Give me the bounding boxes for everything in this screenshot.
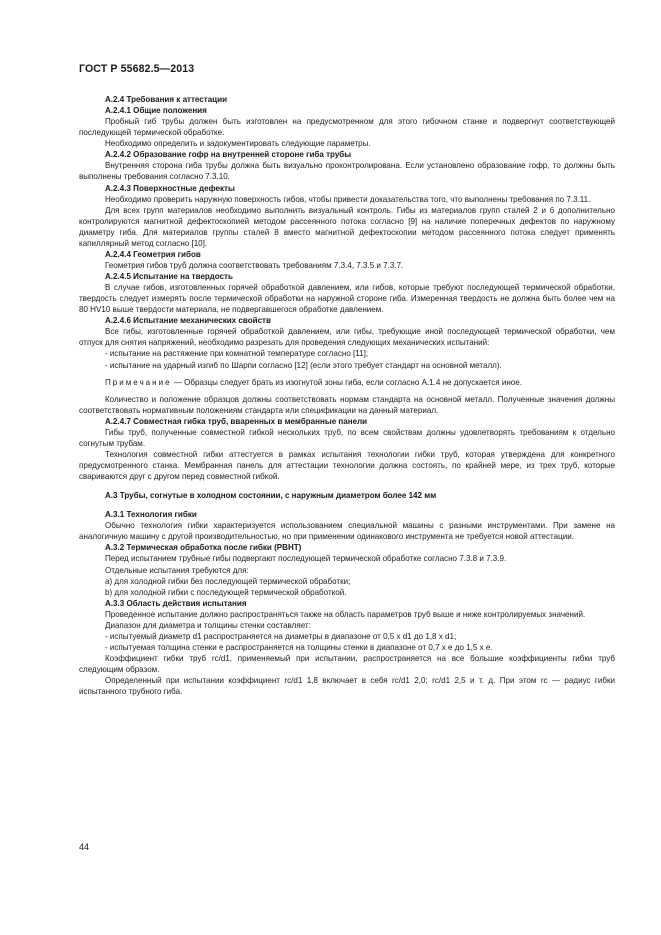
paragraph: Проведенное испытание должно распространяться также на область параметров труб выше и ниже контролируемых значений.: [105, 609, 586, 619]
paragraph: Необходимо определить и задокументировать следующие параметры.: [105, 139, 371, 149]
section-heading: A.2.4.5 Испытание на твердость: [105, 272, 233, 281]
paragraph: Необходимо проверить наружную поверхность гибов, чтобы привести доказательства того, что выполнены требования по 7.3.11.: [105, 194, 591, 204]
paragraph: Технология совместной гибки аттестуется в рамках испытания технологии гибки труб, которая утверждена для конкретного предусмотренного станка. Мембранная панель для аттестации технологии должна состоять, по крайней мере, из трех труб, которые свариваются друг с другом перед совместной гибкой.: [79, 449, 615, 482]
paragraph: Все гибы, изготовленные горячей обработкой давлением, или гибы, требующие иной последующей термической обработки, чем отпуск для снятия напряжений, необходимо разрезать для проведения следующих механических испытаний:: [79, 327, 615, 348]
paragraph: Коэффициент гибки труб rc/d1, применяемый при испытании, распространяется на все большие коэффициенты гибки труб следующим образом.: [79, 654, 615, 675]
paragraph: Гибы труб, полученные совместной гибкой нескольких труб, по всем свойствам должны удовлетворять требованиям к отдельно согнутым трубам.: [79, 427, 615, 448]
list-item: a) для холодной гибки без последующей термической обработки;: [105, 576, 351, 586]
paragraph: Отдельные испытания требуются для:: [105, 565, 249, 575]
paragraph: Пробный гиб трубы должен быть изготовлен на предусмотренном для этого гибочном станке и подвергнут соответствующей последующей термической обработке.: [79, 117, 615, 138]
section-heading: A.2.4.6 Испытание механических свойств: [105, 316, 271, 326]
list-item: - испытуемый диаметр d1 распространяется на диаметры в диапазоне от 0,5 x d1 до 1,8 x d1;: [105, 631, 457, 641]
section-heading: A.2.4.4 Геометрия гибов: [105, 249, 201, 259]
paragraph: Внутренняя сторона гиба трубы должна быть визуально проконтролирована. Если установлено образование гофр, то должны быть выполнены требования согласно 7.3.10.: [79, 161, 615, 182]
list-item: - испытание на ударный изгиб по Шарпи согласно [12] (если этого требует стандарт на основной металл).: [105, 360, 502, 370]
document-body: [79, 94, 615, 697]
paragraph: Перед испытанием трубные гибы подвергают последующей термической обработке согласно 7.3.8 и 7.3.9.: [105, 554, 507, 564]
list-item: - испытуемая толщина стенки e распространяется на толщины стенки в диапазоне от 0,7 x e до 1,5 x e.: [105, 642, 493, 652]
paragraph: Для всех групп материалов необходимо выполнить визуальный контроль. Гибы из материалов групп сталей 2 и 6 дополнительно контролируются магнитной дефектоскопией методом рассеянного потока согласно [9] на наличие поперечных дефектов по наружному диаметру гиба. Для материалов группы сталей 8 вместо магнитной дефектоскопии методом рассеянного потока следует применять капиллярный метод согласно [10].: [79, 205, 615, 248]
list-item: - испытание на растяжение при комнатной температуре согласно [11];: [105, 349, 369, 359]
note-label: Примечание: [105, 377, 172, 387]
section-heading: A.3.2 Термическая обработка после гибки (PBHT): [105, 543, 302, 553]
section-heading: A.2.4.3 Поверхностные дефекты: [105, 183, 235, 193]
paragraph: В случае гибов, изготовленных горячей обработкой давлением, или гибов, которые требуют последующей термической обработки, твердость следует измерять после термической обработки на наружной стороне гиба. Измеренная твердость не должна быть более чем на 80 HV10 выше твердости материала, не подвергавшегося обработке давлением.: [79, 283, 615, 315]
document-header: ГОСТ Р 55682.5—2013: [79, 63, 195, 75]
section-heading: A.2.4.1 Общие положения: [105, 106, 207, 116]
paragraph: Диапазон для диаметра и толщины стенки составляет:: [105, 620, 311, 630]
note-text: — Образцы следует брать из изогнутой зоны гиба, если согласно А.1.4 не допускается иное.: [171, 377, 522, 387]
section-spacer: [79, 482, 615, 490]
paragraph: Обычно технология гибки характеризуется использованием специальной машины с разными инструментами. При замене на аналогичную машину с другой производительностью, но при применении одинакового инструмента не требуется новой аттестации.: [79, 521, 615, 542]
annex-section-title: A.3 Трубы, согнутые в холодном состоянии, с наружным диаметром более 142 мм: [105, 491, 437, 501]
section-heading: A.2.4 Требования к аттестации: [105, 95, 228, 104]
paragraph: Геометрия гибов труб должна соответствовать требованиям 7.3.4, 7.3.5 и 7.3.7.: [105, 260, 404, 270]
page-number: 44: [79, 842, 90, 852]
paragraph: Количество и положение образцов должны соответствовать нормам стандарта на основной металл. Полученные значения должны соответствовать нормативным положениям стандарта или спецификации на данный материал.: [79, 394, 615, 415]
section-heading: A.2.4.2 Образование гофр на внутренней стороне гиба трубы: [105, 150, 352, 160]
section-spacer: [79, 501, 615, 509]
section-heading: A.2.4.7 Совместная гибка труб, вваренных в мембранные панели: [105, 416, 368, 426]
note-paragraph: [79, 377, 615, 388]
section-heading: A.3.1 Технология гибки: [105, 510, 197, 520]
paragraph: Определенный при испытании коэффициент rc/d1 1,8 включает в себя rc/d1 2,0; rc/d1 2,5 и т. д. При этом rc — радиус гибки испытанного трубного гиба.: [79, 676, 615, 697]
list-item: b) для холодной гибки с последующей термической обработкой.: [105, 587, 347, 597]
section-heading: A.3.3 Область действия испытания: [105, 598, 247, 608]
